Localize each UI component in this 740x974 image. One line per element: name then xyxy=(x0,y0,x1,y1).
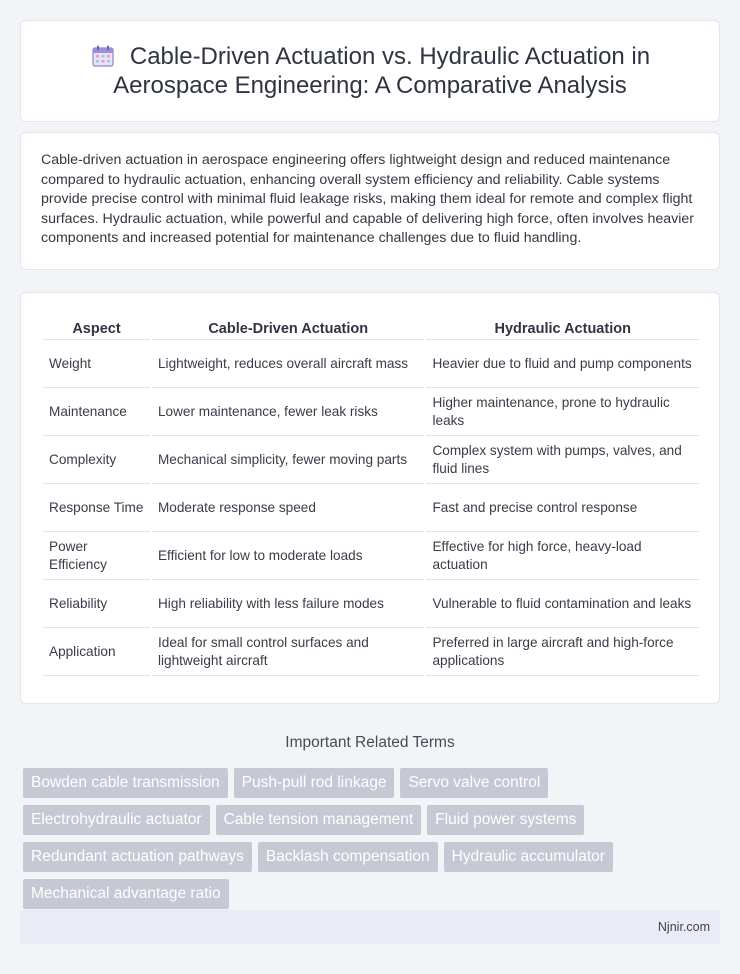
cell-hydraulic: Heavier due to fluid and pump components xyxy=(426,340,699,388)
comparison-table xyxy=(41,313,701,676)
cell-cable: Lightweight, reduces overall aircraft mass xyxy=(152,340,425,388)
header-cable-driven: Cable-Driven Actuation xyxy=(152,313,425,340)
table-row xyxy=(43,484,699,532)
header-aspect: Aspect xyxy=(43,313,150,340)
cell-aspect: Maintenance xyxy=(43,388,150,436)
related-term-tag[interactable]: Hydraulic accumulator xyxy=(444,842,613,872)
related-term-tag[interactable]: Backlash compensation xyxy=(258,842,438,872)
cell-hydraulic: Higher maintenance, prone to hydraulic leaks xyxy=(426,388,699,436)
table-row xyxy=(43,388,699,436)
related-term-tag[interactable]: Servo valve control xyxy=(400,768,548,798)
intro-text: Cable-driven actuation in aerospace engineering offers lightweight design and reduced maintenance compared to hydraulic actuation, enhancing overall system efficiency and reliability. Cable systems provide precise control with minimal fluid leakage risks, making them ideal for remote and complex flight surfaces. Hydraulic actuation, while powerful and capable of delivering high force, often involves heavier components and increased potential for maintenance challenges due to fluid handling. xyxy=(41,152,694,247)
cell-cable: Lower maintenance, fewer leak risks xyxy=(152,388,425,436)
calendar-icon xyxy=(90,45,116,67)
cell-hydraulic: Complex system with pumps, valves, and fluid lines xyxy=(426,436,699,484)
related-terms-list xyxy=(20,768,703,909)
table-header-row xyxy=(43,313,699,340)
cell-hydraulic: Fast and precise control response xyxy=(426,484,699,532)
footer xyxy=(20,910,720,944)
cell-aspect: Complexity xyxy=(43,436,150,484)
table-row xyxy=(43,436,699,484)
related-terms-heading: Important Related Terms xyxy=(285,734,455,751)
cell-hydraulic: Effective for high force, heavy-load actuation xyxy=(426,532,699,580)
related-term-tag[interactable]: Mechanical advantage ratio xyxy=(23,879,229,909)
table-row xyxy=(43,628,699,676)
header-hydraulic: Hydraulic Actuation xyxy=(426,313,699,340)
related-term-tag[interactable]: Push-pull rod linkage xyxy=(234,768,395,798)
title-card xyxy=(20,20,720,122)
table-row xyxy=(43,580,699,628)
cell-cable: High reliability with less failure modes xyxy=(152,580,425,628)
cell-aspect: Application xyxy=(43,628,150,676)
cell-cable: Mechanical simplicity, fewer moving parts xyxy=(152,436,425,484)
cell-aspect: Reliability xyxy=(43,580,150,628)
comparison-card xyxy=(20,292,720,704)
cell-hydraulic: Preferred in large aircraft and high-force applications xyxy=(426,628,699,676)
cell-aspect: Response Time xyxy=(43,484,150,532)
cell-cable: Moderate response speed xyxy=(152,484,425,532)
table-row xyxy=(43,532,699,580)
page-title xyxy=(90,42,650,100)
footer-site-link[interactable]: Njnir.com xyxy=(657,920,710,934)
related-term-tag[interactable]: Electrohydraulic actuator xyxy=(23,805,210,835)
cell-cable: Ideal for small control surfaces and lightweight aircraft xyxy=(152,628,425,676)
cell-aspect: Power Efficiency xyxy=(43,532,150,580)
cell-aspect: Weight xyxy=(43,340,150,388)
table-row xyxy=(43,340,699,388)
intro-card xyxy=(20,132,720,270)
cell-cable: Efficient for low to moderate loads xyxy=(152,532,425,580)
related-term-tag[interactable]: Cable tension management xyxy=(216,805,422,835)
title-line-2: Aerospace Engineering: A Comparative Analysis xyxy=(113,72,627,99)
cell-hydraulic: Vulnerable to fluid contamination and leaks xyxy=(426,580,699,628)
related-term-tag[interactable]: Bowden cable transmission xyxy=(23,768,228,798)
title-line-1: Cable-Driven Actuation vs. Hydraulic Actuation in xyxy=(129,43,651,70)
related-term-tag[interactable]: Redundant actuation pathways xyxy=(23,842,252,872)
related-term-tag[interactable]: Fluid power systems xyxy=(427,805,584,835)
